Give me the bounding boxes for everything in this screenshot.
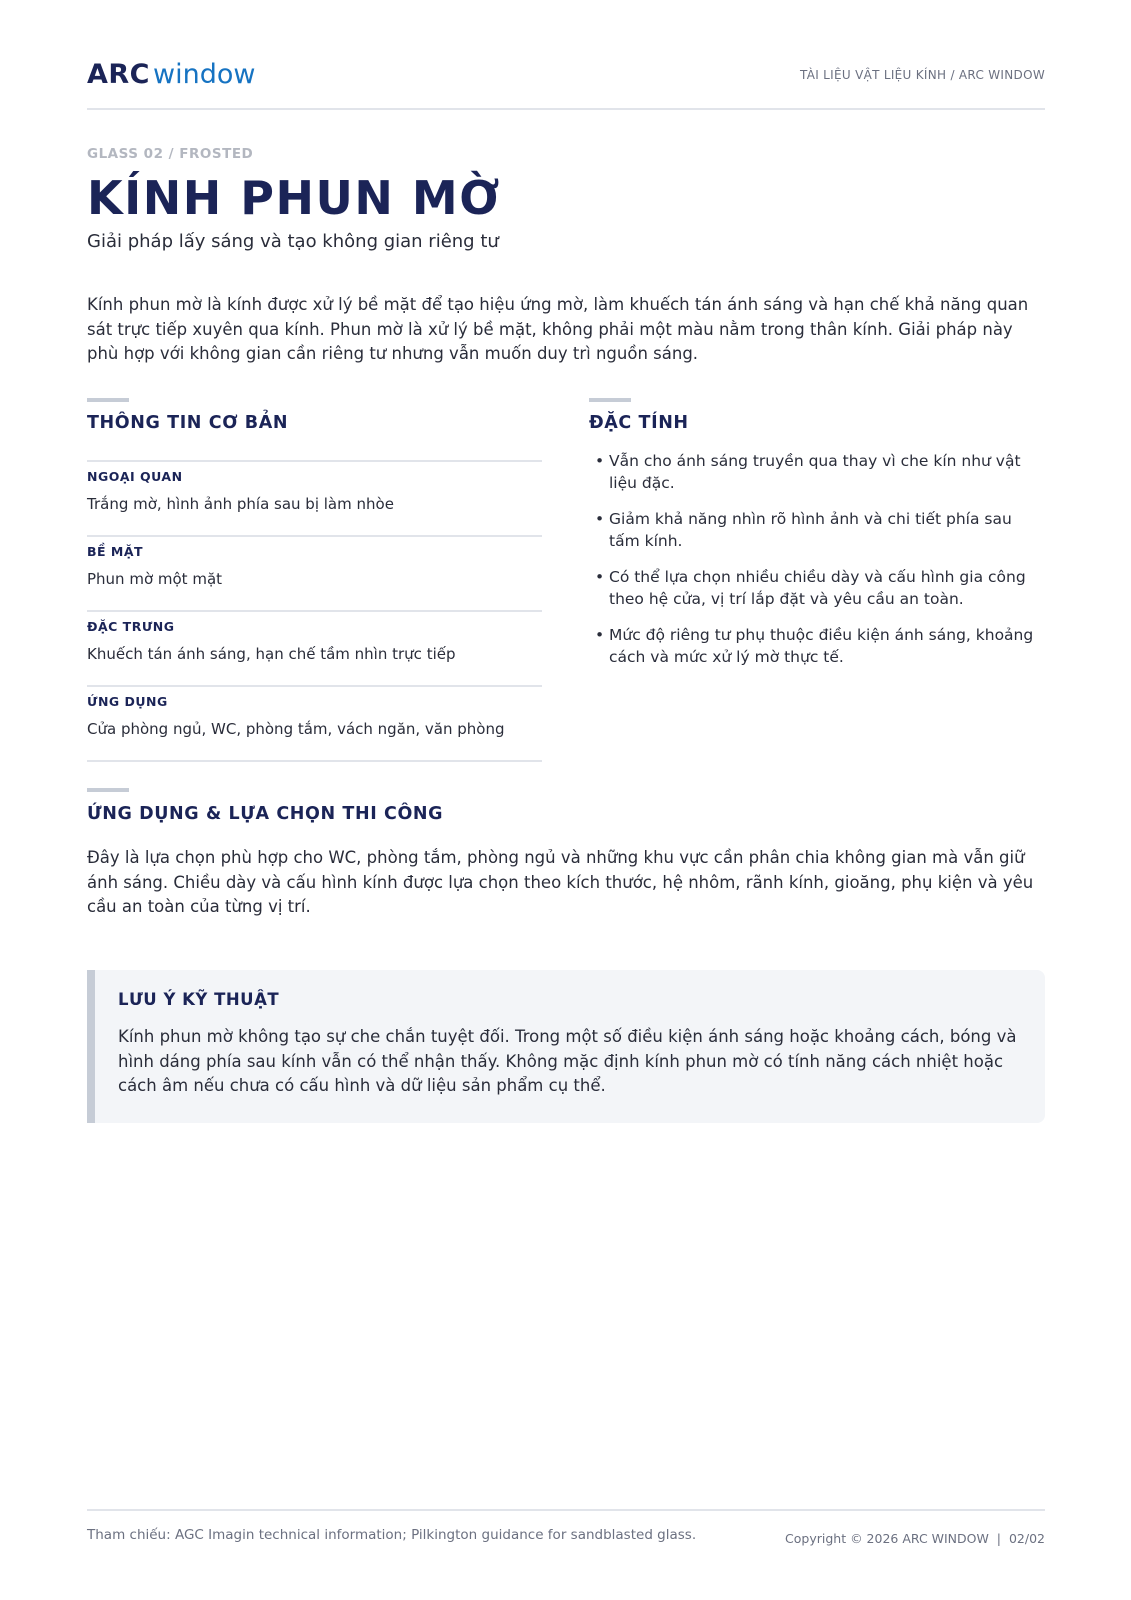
product-code: GLASS 02 / FROSTED — [87, 146, 254, 162]
info-row — [87, 687, 542, 762]
application-heading: ỨNG DỤNG & LỰA CHỌN THI CÔNG — [87, 804, 444, 824]
info-key: BỀ MẶT — [87, 544, 144, 559]
feature-text: Mức độ riêng tư phụ thuộc điều kiện ánh sáng, khoảng cách và mức xử lý mờ thực tế. — [609, 626, 1034, 666]
feature-text: Vẫn cho ánh sáng truyền qua thay vì che kín như vật liệu đặc. — [609, 452, 1021, 492]
features-heading: ĐẶC TÍNH — [589, 413, 689, 433]
info-value: Phun mờ một mặt — [87, 570, 223, 588]
info-key: NGOẠI QUAN — [87, 469, 183, 484]
section-accent-bar — [87, 398, 129, 402]
bullet-icon: • — [595, 626, 605, 644]
feature-item — [589, 566, 1045, 610]
footer-reference: Tham chiếu: AGC Imagin technical information; Pilkington guidance for sandblasted glass. — [87, 1527, 697, 1543]
basic-info-heading: THÔNG TIN CƠ BẢN — [87, 413, 289, 433]
logo-arc-text: ARC — [87, 59, 151, 90]
note-title: LƯU Ý KỸ THUẬT — [118, 990, 280, 1009]
info-row — [87, 462, 542, 537]
section-accent-bar — [589, 398, 631, 402]
footer-copyright: Copyright © 2026 ARC WINDOW | 02/02 — [785, 1531, 1045, 1546]
info-key: ĐẶC TRƯNG — [87, 619, 175, 634]
info-value: Trắng mờ, hình ảnh phía sau bị làm nhòe — [87, 495, 394, 513]
info-value: Cửa phòng ngủ, WC, phòng tắm, vách ngăn, văn phòng — [87, 720, 505, 738]
document-label: TÀI LIỆU VẬT LIỆU KÍNH / ARC WINDOW — [800, 68, 1045, 82]
feature-item — [589, 450, 1045, 494]
bullet-icon: • — [595, 568, 605, 586]
feature-item — [589, 508, 1045, 552]
brand-logo — [87, 58, 255, 92]
page-subtitle: Giải pháp lấy sáng và tạo không gian riêng tư — [87, 231, 499, 252]
intro-paragraph: Kính phun mờ là kính được xử lý bề mặt để tạo hiệu ứng mờ, làm khuếch tán ánh sáng và hạn chế khả năng quan sát trực tiếp xuyên qua kính. Phun mờ là xử lý bề mặt, không phải một màu nằm trong thân kính. Giải pháp này phù hợp với không gian cần riêng tư nhưng vẫn muốn duy trì nguồn sáng. — [87, 295, 1029, 363]
section-accent-bar — [87, 788, 129, 792]
feature-text: Có thể lựa chọn nhiều chiều dày và cấu hình gia công theo hệ cửa, vị trí lắp đặt và yêu cầu an toàn. — [609, 568, 1026, 608]
info-row — [87, 537, 542, 612]
bullet-icon: • — [595, 510, 605, 528]
technical-note-box — [87, 970, 1045, 1123]
note-text: Kính phun mờ không tạo sự che chắn tuyệt đối. Trong một số điều kiện ánh sáng hoặc khoảng cách, bóng và hình dáng phía sau kính vẫn có thể nhận thấy. Không mặc định kính phun mờ có tính năng cách nhiệt hoặc cách âm nếu chưa có cấu hình và dữ liệu sản phẩm cụ thể. — [118, 1027, 1017, 1095]
application-paragraph: Đây là lựa chọn phù hợp cho WC, phòng tắm, phòng ngủ và những khu vực cần phân chia không gian mà vẫn giữ ánh sáng. Chiều dày và cấu hình kính được lựa chọn theo kích thước, hệ nhôm, rãnh kính, gioăng, phụ kiện và yêu cầu an toàn của từng vị trí. — [87, 848, 1034, 916]
document-page — [87, 0, 1045, 1600]
logo-window-text: window — [153, 59, 256, 90]
feature-item — [589, 624, 1045, 668]
page-footer — [87, 1509, 1045, 1569]
info-key: ỨNG DỤNG — [87, 694, 168, 709]
bullet-icon: • — [595, 452, 605, 470]
basic-info-table — [87, 460, 542, 762]
info-row — [87, 612, 542, 687]
feature-text: Giảm khả năng nhìn rõ hình ảnh và chi tiết phía sau tấm kính. — [609, 510, 1012, 550]
info-value: Khuếch tán ánh sáng, hạn chế tầm nhìn trực tiếp — [87, 645, 456, 663]
features-list — [589, 450, 1045, 682]
page-title: KÍNH PHUN MỜ — [87, 171, 501, 225]
page-header — [87, 58, 1045, 110]
